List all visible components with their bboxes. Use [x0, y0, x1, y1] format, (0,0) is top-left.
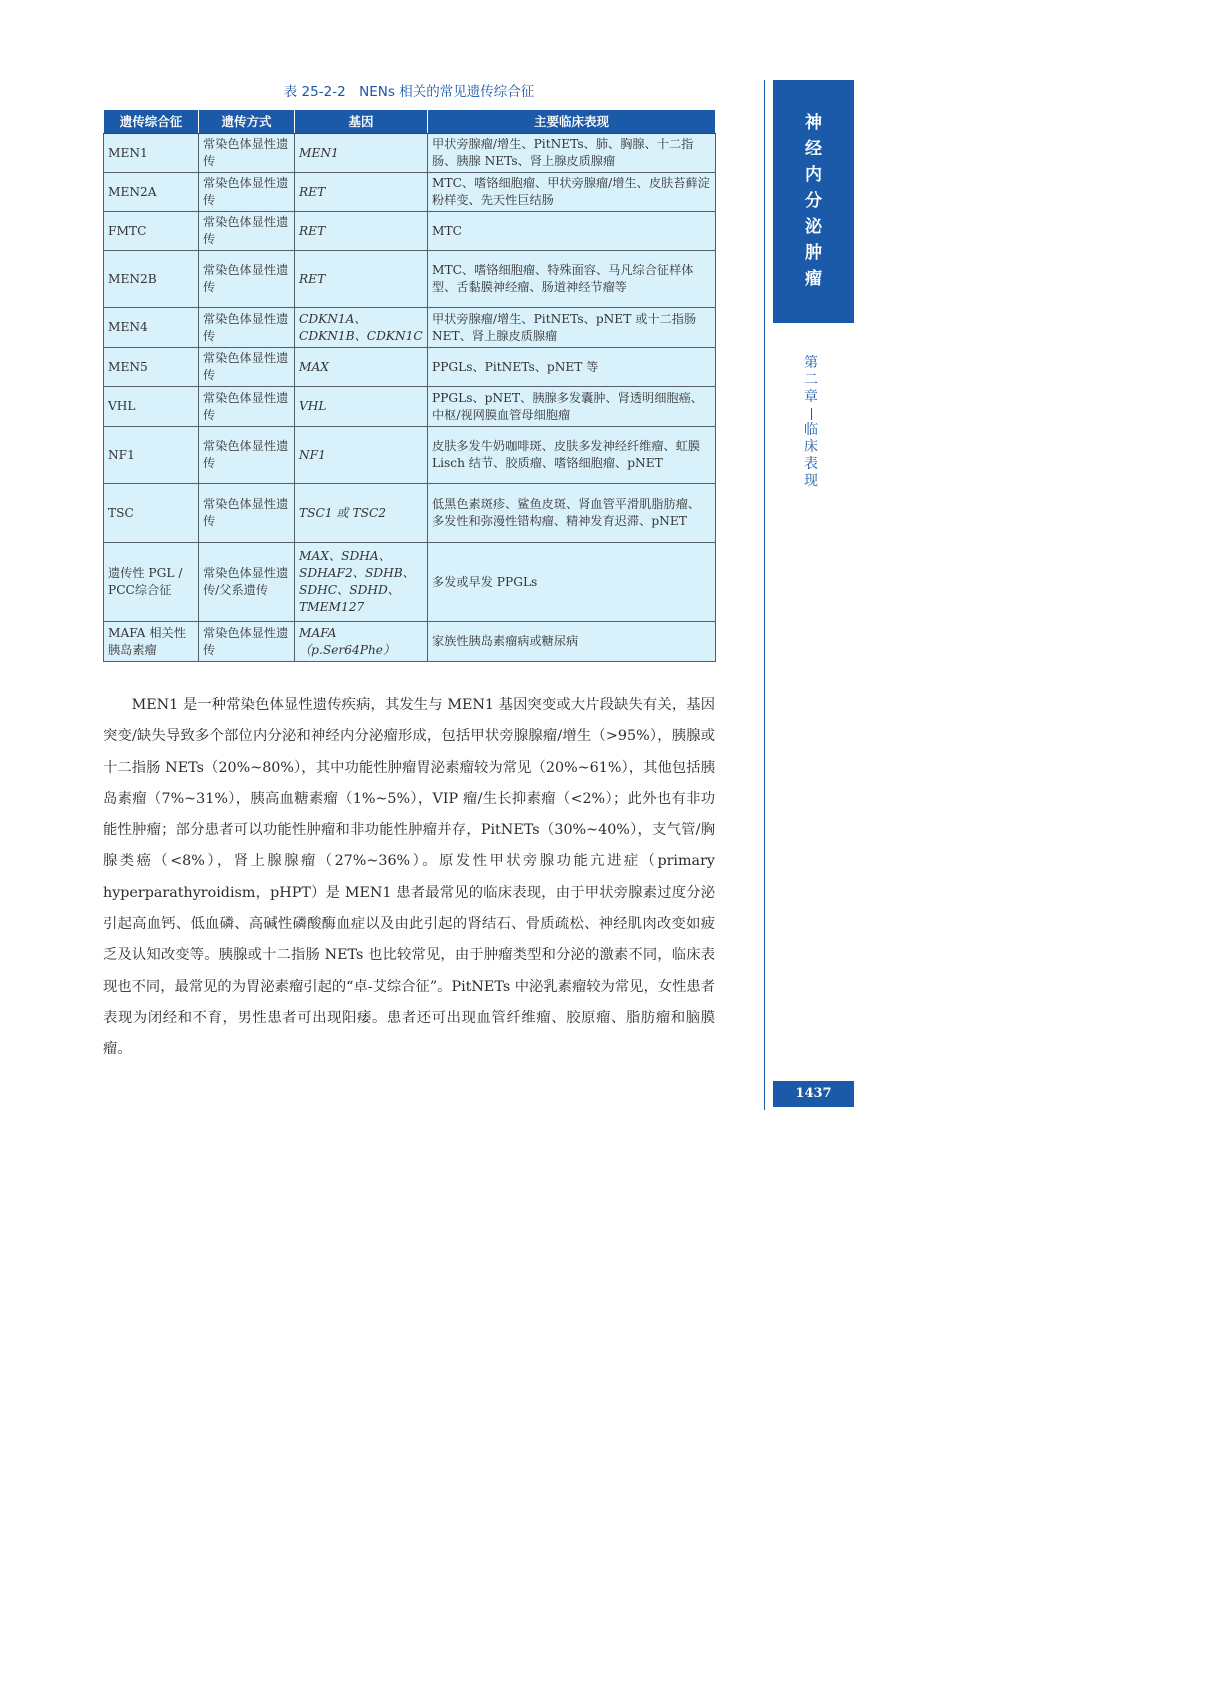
manifestation-cell: 家族性胰岛素瘤病或糖尿病: [428, 622, 716, 662]
manifestation-cell: 皮肤多发牛奶咖啡斑、皮肤多发神经纤维瘤、虹膜 Lisch 结节、胶质瘤、嗜铬细胞瘤、pNET: [428, 427, 716, 484]
table-row: [104, 387, 716, 427]
table-row: [104, 251, 716, 308]
gene-cell: RET: [295, 251, 428, 308]
manifestation-cell: 甲状旁腺瘤/增生、PitNETs、pNET 或十二指肠 NET、肾上腺皮质腺瘤: [428, 308, 716, 348]
chapter-char: 二: [804, 372, 818, 388]
inheritance-cell: 常染色体显性遗传/父系遗传: [199, 543, 295, 622]
inheritance-cell: 常染色体显性遗传: [199, 134, 295, 173]
table-row: [104, 427, 716, 484]
gene-cell: RET: [295, 212, 428, 251]
manifestation-cell: 低黑色素斑疹、鲨鱼皮斑、肾血管平滑肌脂肪瘤、多发性和弥漫性错构瘤、精神发育迟滞、pNET: [428, 484, 716, 543]
manifestation-cell: 甲状旁腺瘤/增生、PitNETs、肺、胸腺、十二指肠、胰腺 NETs、肾上腺皮质腺瘤: [428, 134, 716, 173]
table-row: [104, 543, 716, 622]
syndrome-cell: FMTC: [104, 212, 199, 251]
syndrome-cell: MEN1: [104, 134, 199, 173]
table-row: [104, 622, 716, 662]
chapter-label: [796, 355, 826, 490]
chapter-divider: [811, 408, 812, 420]
syndrome-cell: NF1: [104, 427, 199, 484]
table-row: [104, 348, 716, 387]
table-row: [104, 484, 716, 543]
section-title-char: 内: [805, 165, 822, 185]
inheritance-cell: 常染色体显性遗传: [199, 427, 295, 484]
table-header-row: [104, 110, 716, 134]
syndrome-cell: TSC: [104, 484, 199, 543]
section-title: [773, 80, 854, 292]
column-header: 遗传综合征: [104, 110, 199, 134]
page-number: 1437: [773, 1081, 854, 1107]
section-tab: [773, 80, 854, 323]
chapter-char: 第: [804, 355, 818, 371]
column-header: 基因: [295, 110, 428, 134]
table-row: [104, 308, 716, 348]
section-title-char: 泌: [805, 217, 822, 237]
gene-cell: MAX: [295, 348, 428, 387]
inheritance-cell: 常染色体显性遗传: [199, 212, 295, 251]
section-title-char: 经: [805, 139, 822, 159]
gene-cell: MAFA（p.Ser64Phe）: [295, 622, 428, 662]
gene-cell: CDKN1A、CDKN1B、CDKN1C: [295, 308, 428, 348]
syndrome-cell: MEN5: [104, 348, 199, 387]
gene-cell: NF1: [295, 427, 428, 484]
table-row: [104, 173, 716, 212]
gene-cell: TSC1 或 TSC2: [295, 484, 428, 543]
table-row: [104, 212, 716, 251]
inheritance-cell: 常染色体显性遗传: [199, 308, 295, 348]
margin-rule: [764, 80, 765, 1110]
column-header: 主要临床表现: [428, 110, 716, 134]
gene-cell: VHL: [295, 387, 428, 427]
syndrome-cell: MEN4: [104, 308, 199, 348]
column-header: 遗传方式: [199, 110, 295, 134]
syndrome-cell: VHL: [104, 387, 199, 427]
inheritance-cell: 常染色体显性遗传: [199, 173, 295, 212]
chapter-char: 现: [804, 473, 818, 489]
inheritance-cell: 常染色体显性遗传: [199, 348, 295, 387]
gene-cell: MAX、SDHA、SDHAF2、SDHB、SDHC、SDHD、TMEM127: [295, 543, 428, 622]
inheritance-cell: 常染色体显性遗传: [199, 251, 295, 308]
section-title-char: 肿: [805, 243, 822, 263]
section-title-char: 分: [805, 191, 822, 211]
manifestation-cell: PPGLs、pNET、胰腺多发囊肿、肾透明细胞癌、中枢/视网膜血管母细胞瘤: [428, 387, 716, 427]
section-title-char: 瘤: [805, 269, 822, 289]
syndrome-cell: 遗传性 PGL / PCC综合征: [104, 543, 199, 622]
gene-cell: MEN1: [295, 134, 428, 173]
syndrome-cell: MEN2B: [104, 251, 199, 308]
syndrome-table: [103, 109, 716, 662]
body-text: [103, 690, 715, 1066]
inheritance-cell: 常染色体显性遗传: [199, 622, 295, 662]
manifestation-cell: MTC、嗜铬细胞瘤、特殊面容、马凡综合征样体型、舌黏膜神经瘤、肠道神经节瘤等: [428, 251, 716, 308]
gene-cell: RET: [295, 173, 428, 212]
syndrome-cell: MEN2A: [104, 173, 199, 212]
section-title-char: 神: [805, 113, 822, 133]
inheritance-cell: 常染色体显性遗传: [199, 387, 295, 427]
manifestation-cell: MTC、嗜铬细胞瘤、甲状旁腺瘤/增生、皮肤苔藓淀粉样变、先天性巨结肠: [428, 173, 716, 212]
manifestation-cell: MTC: [428, 212, 716, 251]
manifestation-cell: 多发或早发 PPGLs: [428, 543, 716, 622]
body-paragraph: MEN1 是一种常染色体显性遗传疾病，其发生与 MEN1 基因突变或大片段缺失有关，基因突变/缺失导致多个部位内分泌和神经内分泌瘤形成，包括甲状旁腺腺瘤/增生（>95%），胰腺或十二指肠 NETs（20%~80%），其中功能性肿瘤胃泌素瘤较为常见（20%~61%），其他包括胰岛素瘤（7%~31%），胰高血糖素瘤（1%~5%），VIP 瘤/生长抑素瘤（<2%）；此外也有非功能性肿瘤；部分患者可以功能性肿瘤和非功能性肿瘤并存，PitNETs（30%~40%），支气管/胸腺类癌（<8%），肾上腺腺瘤（27%~36%）。原发性甲状旁腺功能亢进症（primary hyperparathyroidism，pHPT）是 MEN1 患者最常见的临床表现，由于甲状旁腺素过度分泌引起高血钙、低血磷、高碱性磷酸酶血症以及由此引起的肾结石、骨质疏松、神经肌肉改变如疲乏及认知改变等。胰腺或十二指肠 NETs 也比较常见，由于肿瘤类型和分泌的激素不同，临床表现也不同，最常见的为胃泌素瘤引起的“卓-艾综合征”。PitNETs 中泌乳素瘤较为常见，女性患者表现为闭经和不育，男性患者可出现阳痿。患者还可出现血管纤维瘤、胶原瘤、脂肪瘤和脑膜瘤。: [103, 697, 715, 1058]
chapter-char: 章: [804, 389, 818, 405]
syndrome-cell: MAFA 相关性胰岛素瘤: [104, 622, 199, 662]
chapter-char: 临: [804, 422, 818, 438]
table-row: [104, 134, 716, 173]
table-caption: 表 25-2-2 NENs 相关的常见遗传综合征: [283, 84, 535, 100]
chapter-char: 表: [804, 456, 818, 472]
manifestation-cell: PPGLs、PitNETs、pNET 等: [428, 348, 716, 387]
chapter-char: 床: [804, 439, 818, 455]
inheritance-cell: 常染色体显性遗传: [199, 484, 295, 543]
